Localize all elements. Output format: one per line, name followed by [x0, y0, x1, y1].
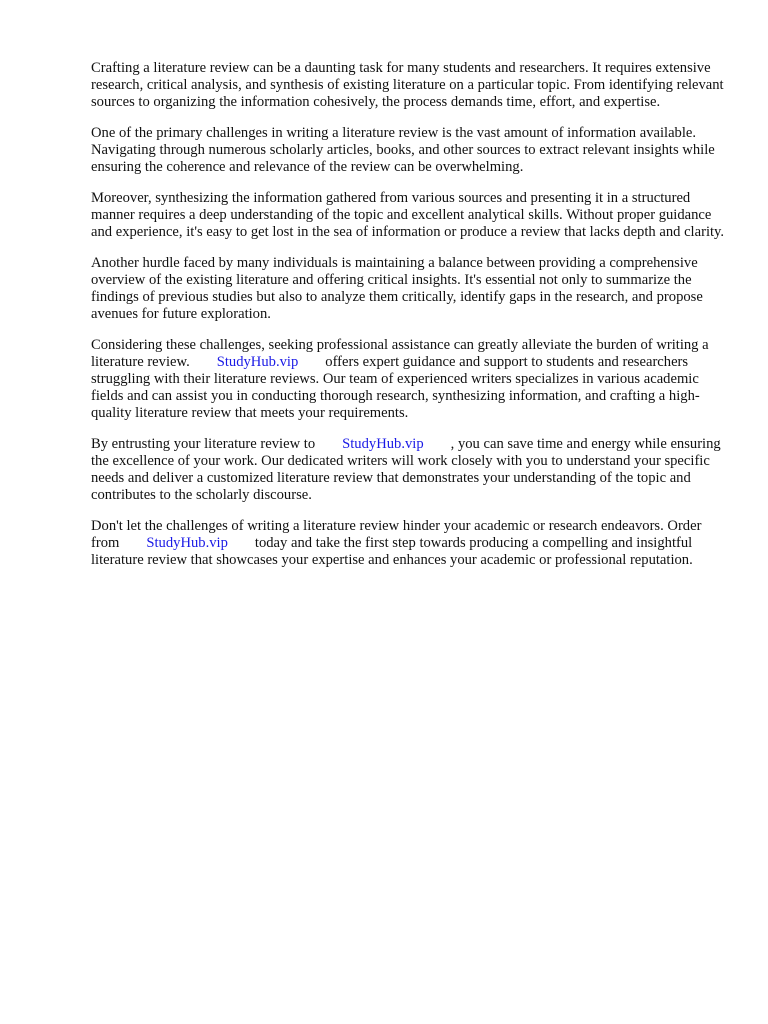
paragraph-synthesis	[91, 190, 731, 241]
studyhub-link[interactable]: StudyHub.vip	[342, 436, 424, 452]
studyhub-link[interactable]: StudyHub.vip	[216, 354, 299, 370]
paragraph-text: Crafting a literature review can be a daunting task for many students and researchers. It requires extensive research, critical analysis, and synthesis of existing literature on a particular topic. From identifying relevant sources to organizing the information cohesively, the process demands time, effort, and expertise.	[91, 60, 724, 110]
paragraph-text-after: offers expert guidance and support to students and researchers struggling with their literature reviews. Our team of experienced writers specializes in various academic fields and can assist you in conducting thorough research, synthesizing information, and crafting a high-quality literature review that meets your requirements.	[91, 354, 700, 421]
paragraph-text-after: , you can save time and energy while ensuring the excellence of your work. Our dedicated writers will work closely with you to understand your specific needs and deliver a customized literature review that demonstrates your understanding of the topic and contributes to the scholarly discourse.	[91, 436, 721, 503]
paragraph-challenges	[91, 125, 731, 176]
paragraph-text-after: today and take the first step towards producing a compelling and insightful literature review that showcases your expertise and enhances your academic or professional reputation.	[91, 535, 693, 568]
paragraph-text-before: Considering these challenges, seeking professional assistance can greatly alleviate the burden of writing a literature review.	[91, 337, 709, 370]
paragraph-hurdle	[91, 255, 731, 323]
paragraph-text: One of the primary challenges in writing a literature review is the vast amount of information available. Navigating through numerous scholarly articles, books, and other sources to extract relevant insights while ensuring the coherence and relevance of the review can be overwhelming.	[91, 125, 715, 175]
document-body	[91, 60, 731, 583]
paragraph-assistance	[91, 337, 731, 422]
paragraph-text-before: By entrusting your literature review to	[91, 436, 316, 452]
paragraph-text: Another hurdle faced by many individuals is maintaining a balance between providing a comprehensive overview of the existing literature and offering critical insights. It's essential not only to summarize the findings of previous studies but also to analyze them critically, identify gaps in the research, and propose avenues for future exploration.	[91, 255, 703, 322]
paragraph-intro	[91, 60, 731, 111]
paragraph-text: Moreover, synthesizing the information gathered from various sources and presenting it in a structured manner requires a deep understanding of the topic and excellent analytical skills. Without proper guidance and experience, it's easy to get lost in the sea of information or produce a review that lacks depth and clarity.	[91, 190, 725, 240]
paragraph-entrusting	[91, 436, 731, 504]
paragraph-closing	[91, 518, 731, 569]
paragraph-text-before: Don't let the challenges of writing a literature review hinder your academic or research endeavors. Order from	[91, 518, 702, 551]
studyhub-link[interactable]: StudyHub.vip	[146, 535, 228, 551]
